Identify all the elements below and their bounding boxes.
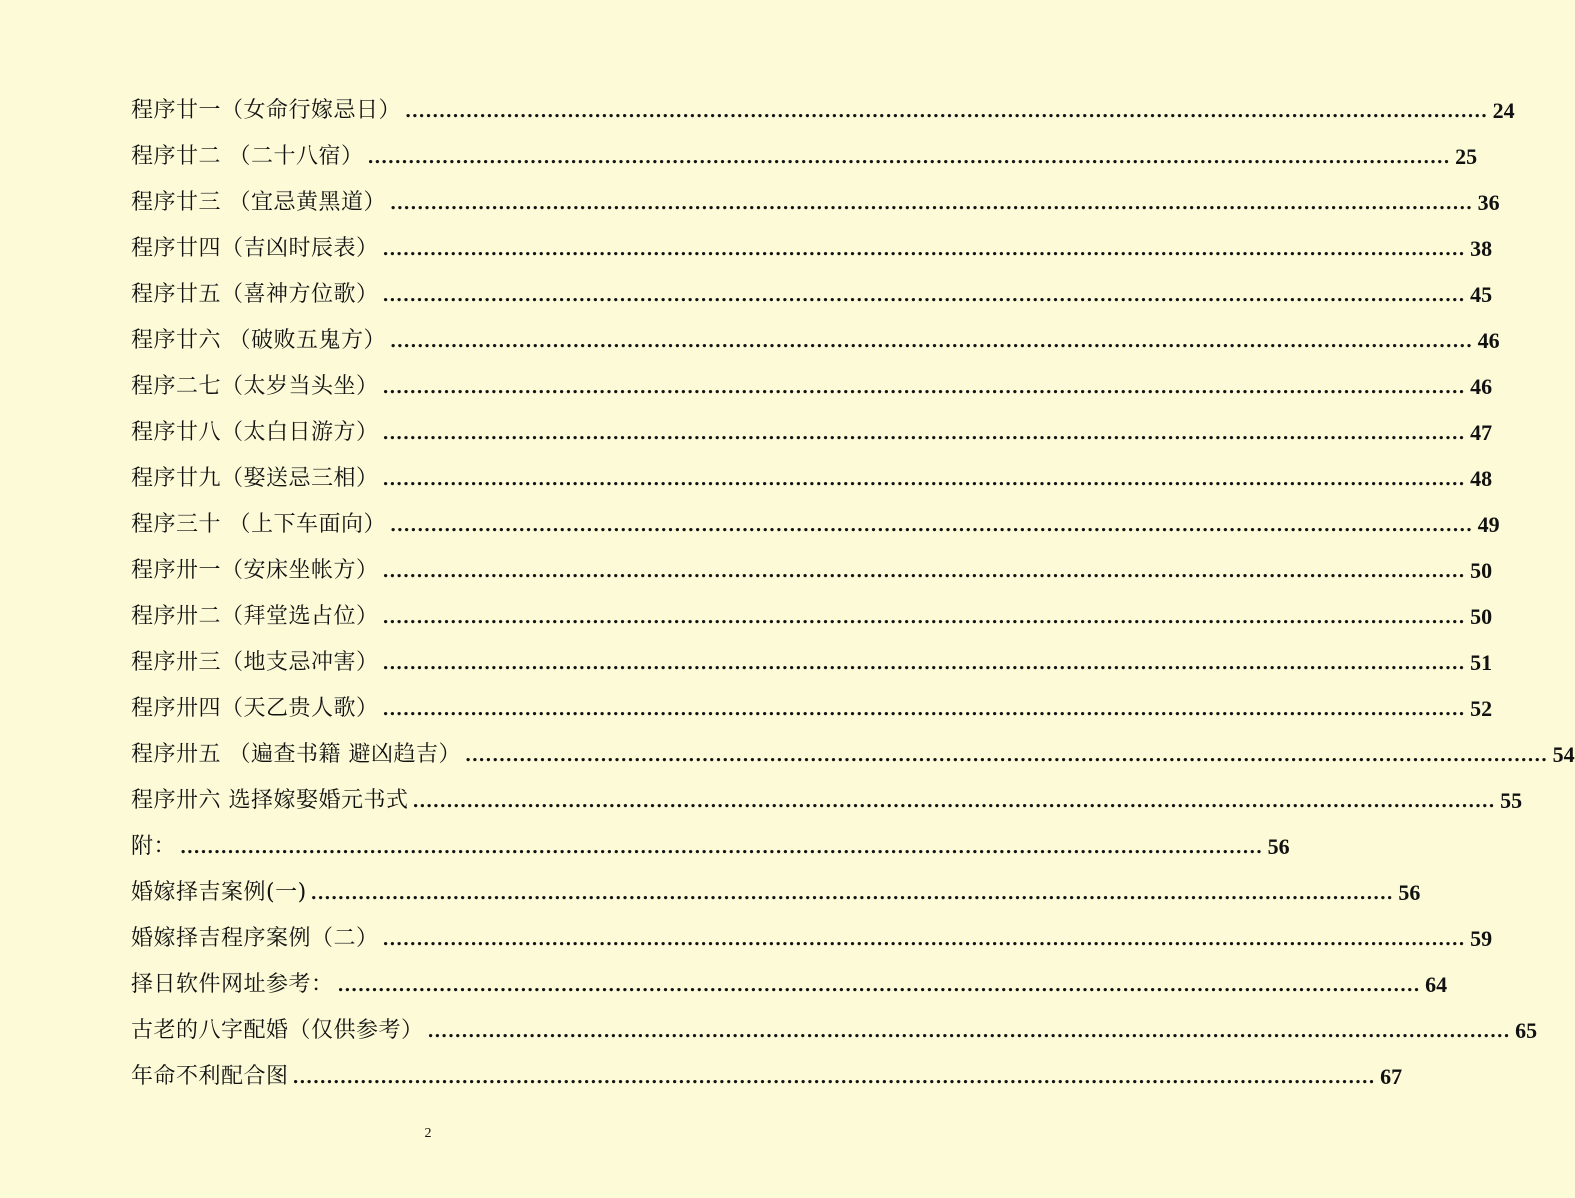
toc-entry-page: 49 <box>1477 512 1500 537</box>
toc-leader-dots: ................................................................................................................................................................ <box>390 193 1473 214</box>
toc-entry-page: 24 <box>1492 98 1515 123</box>
toc-entry-page: 65 <box>1515 1018 1538 1043</box>
toc-entry[interactable] <box>131 962 1448 1008</box>
toc-leader-dots: ................................................................................................................................................................ <box>367 147 1451 168</box>
toc-entry-page: 36 <box>1477 190 1500 215</box>
toc-leader-dots: ................................................................................................................................................................ <box>382 561 1466 582</box>
toc-leader-dots: ................................................................................................................................................................ <box>382 423 1466 444</box>
toc-leader-dots: ................................................................................................................................................................ <box>390 515 1473 536</box>
toc-entry-page: 64 <box>1425 972 1448 997</box>
toc-entry-title: 婚嫁择吉程序案例（二） <box>131 926 379 951</box>
toc-entry-page: 52 <box>1470 696 1493 721</box>
toc-entry[interactable] <box>131 226 1493 272</box>
toc-entry-page: 59 <box>1470 926 1493 951</box>
toc-leader-dots: ................................................................................................................................................................ <box>427 1021 1511 1042</box>
toc-entry-title: 程序卅一（安床坐帐方） <box>131 558 379 583</box>
toc-entry-page: 46 <box>1477 328 1500 353</box>
toc-entry-title: 程序廿二 （二十八宿） <box>131 144 364 169</box>
toc-entry-title: 择日软件网址参考： <box>131 972 334 997</box>
toc-entry[interactable] <box>131 364 1493 410</box>
toc-entry[interactable] <box>131 824 1290 870</box>
toc-entry-page: 46 <box>1470 374 1493 399</box>
toc-entry[interactable] <box>131 1008 1538 1054</box>
toc-entry[interactable] <box>131 456 1493 502</box>
table-of-contents <box>131 88 1575 1089</box>
toc-leader-dots: ................................................................................................................................................................ <box>180 837 1263 858</box>
toc-leader-dots: ................................................................................................................................................................ <box>310 883 1394 904</box>
toc-entry-page: 47 <box>1470 420 1493 445</box>
toc-entry[interactable] <box>131 1054 1403 1100</box>
toc-entry-page: 50 <box>1470 604 1493 629</box>
toc-entry-title: 程序廿八（太白日游方） <box>131 420 379 445</box>
toc-entry-page: 56 <box>1398 880 1421 905</box>
toc-entry[interactable] <box>131 732 1575 778</box>
toc-leader-dots: ................................................................................................................................................................ <box>337 975 1421 996</box>
toc-entry[interactable] <box>131 778 1523 824</box>
toc-leader-dots: ................................................................................................................................................................ <box>382 699 1466 720</box>
toc-leader-dots: ................................................................................................................................................................ <box>382 239 1466 260</box>
toc-entry-title: 程序卅四（天乙贵人歌） <box>131 696 379 721</box>
toc-entry-title: 婚嫁择吉案例(一) <box>131 880 307 905</box>
toc-entry[interactable] <box>131 410 1493 456</box>
toc-entry-title: 程序三十 （上下车面向） <box>131 512 386 537</box>
toc-entry[interactable] <box>131 640 1493 686</box>
toc-entry[interactable] <box>131 594 1493 640</box>
toc-entry[interactable] <box>131 686 1493 732</box>
toc-entry-title: 古老的八字配婚（仅供参考） <box>131 1018 424 1043</box>
toc-entry-page: 51 <box>1470 650 1493 675</box>
toc-entry-title: 程序廿一（女命行嫁忌日） <box>131 98 402 123</box>
toc-entry[interactable] <box>131 180 1500 226</box>
toc-entry[interactable] <box>131 548 1493 594</box>
toc-entry-page: 38 <box>1470 236 1493 261</box>
toc-entry-page: 56 <box>1267 834 1290 859</box>
toc-leader-dots: ................................................................................................................................................................ <box>382 469 1466 490</box>
toc-leader-dots: ................................................................................................................................................................ <box>382 377 1466 398</box>
toc-leader-dots: ................................................................................................................................................................ <box>382 653 1466 674</box>
toc-leader-dots: ................................................................................................................................................................ <box>465 745 1548 766</box>
toc-entry-page: 67 <box>1380 1064 1403 1089</box>
toc-entry-title: 年命不利配合图 <box>131 1064 289 1089</box>
toc-entry-page: 45 <box>1470 282 1493 307</box>
toc-entry[interactable] <box>131 272 1493 318</box>
toc-entry[interactable] <box>131 870 1421 916</box>
toc-entry-page: 25 <box>1455 144 1478 169</box>
toc-leader-dots: ................................................................................................................................................................ <box>412 791 1496 812</box>
toc-entry-title: 程序卅六 选择嫁娶婚元书式 <box>131 788 409 813</box>
toc-entry-title: 程序廿九（娶送忌三相） <box>131 466 379 491</box>
toc-leader-dots: ................................................................................................................................................................ <box>390 331 1473 352</box>
toc-entry-title: 程序廿六 （破败五鬼方） <box>131 328 386 353</box>
toc-entry-title: 程序二七（太岁当头坐） <box>131 374 379 399</box>
toc-entry[interactable] <box>131 916 1493 962</box>
toc-leader-dots: ................................................................................................................................................................ <box>382 929 1466 950</box>
toc-leader-dots: ................................................................................................................................................................ <box>382 607 1466 628</box>
toc-leader-dots: ................................................................................................................................................................ <box>405 101 1488 122</box>
toc-entry-title: 附： <box>131 834 177 859</box>
page-number: 2 <box>424 1126 432 1141</box>
toc-entry[interactable] <box>131 88 1515 134</box>
toc-entry-title: 程序廿三 （宜忌黄黑道） <box>131 190 386 215</box>
toc-entry-title: 程序卅二（拜堂选占位） <box>131 604 379 629</box>
toc-entry-page: 54 <box>1552 742 1575 767</box>
toc-entry-title: 程序卅三（地支忌冲害） <box>131 650 379 675</box>
toc-leader-dots: ................................................................................................................................................................ <box>292 1067 1376 1088</box>
toc-entry-title: 程序廿四（吉凶时辰表） <box>131 236 379 261</box>
toc-entry-page: 55 <box>1500 788 1523 813</box>
toc-entry[interactable] <box>131 502 1500 548</box>
toc-leader-dots: ................................................................................................................................................................ <box>382 285 1466 306</box>
toc-entry-title: 程序卅五 （遍查书籍 避凶趋吉） <box>131 742 461 767</box>
toc-entry-page: 50 <box>1470 558 1493 583</box>
toc-entry-title: 程序廿五（喜神方位歌） <box>131 282 379 307</box>
toc-entry[interactable] <box>131 134 1478 180</box>
toc-entry[interactable] <box>131 318 1500 364</box>
toc-entry-page: 48 <box>1470 466 1493 491</box>
